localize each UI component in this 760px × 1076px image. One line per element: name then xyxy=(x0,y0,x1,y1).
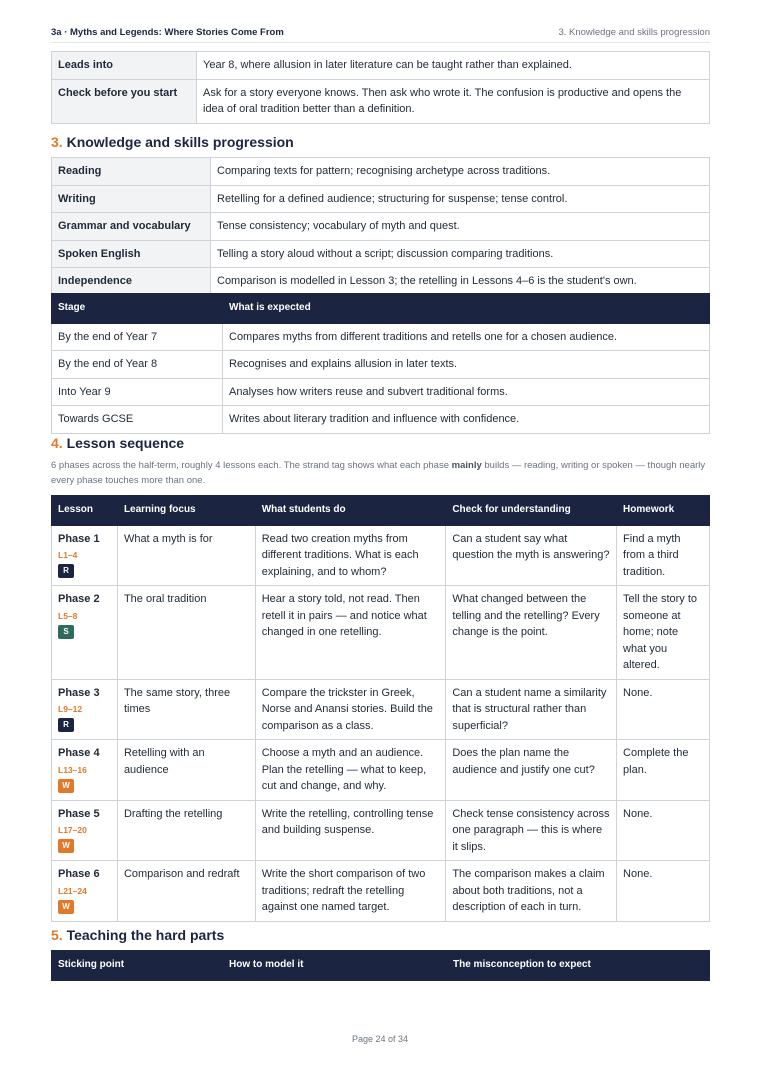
phase-row xyxy=(52,861,710,922)
skill-name: Spoken English xyxy=(52,240,211,268)
phase-name: Phase 2 xyxy=(58,593,100,605)
strand-tag: W xyxy=(58,779,74,793)
stage-name: Into Year 9 xyxy=(52,378,223,406)
homework: Complete the plan. xyxy=(617,740,710,801)
table-row xyxy=(52,406,710,434)
row-key: Check before you start xyxy=(52,79,197,123)
skill-description: Telling a story aloud without a script; discussion comparing traditions. xyxy=(211,240,710,268)
section-3-heading: 3. Knowledge and skills progression xyxy=(51,134,294,150)
phase-name: Phase 3 xyxy=(58,686,100,699)
phase-row xyxy=(52,740,710,801)
check-for-understanding: What changed between the telling and the retelling? Every change is the point. xyxy=(446,586,617,680)
learning-focus: Retelling with an audience xyxy=(117,740,255,801)
stage-expectation: Compares myths from different traditions and retells one for a chosen audience. xyxy=(223,323,710,351)
table-row xyxy=(52,185,710,213)
phase-row xyxy=(52,800,710,861)
document-title: 3a · Myths and Legends: Where Stories Come From xyxy=(51,27,284,38)
stage-name: By the end of Year 7 xyxy=(52,323,223,351)
what-students-do: Write the retelling, controlling tense and building suspense. xyxy=(255,800,446,861)
phase-lesson-range: L21–24 xyxy=(58,885,87,896)
page-number: Page 24 of 34 xyxy=(351,1034,409,1044)
homework: None. xyxy=(617,800,710,861)
section-title: 3. Knowledge and skills progression xyxy=(558,27,710,38)
learning-focus: Drafting the retelling xyxy=(117,800,255,861)
phase-lesson-range: L13–16 xyxy=(58,764,87,775)
learning-focus: Comparison and redraft xyxy=(117,861,255,922)
expected-header: What is expected xyxy=(223,294,710,324)
learning-focus: The oral tradition xyxy=(117,586,255,680)
skill-description: Retelling for a defined audience; structuring for suspense; tense control. xyxy=(211,185,710,213)
phase-lesson-cell xyxy=(52,525,118,586)
skill-name: Independence xyxy=(52,268,211,296)
skill-name: Grammar and vocabulary xyxy=(52,213,211,241)
stage-header: Stage xyxy=(52,294,223,324)
table-row xyxy=(52,323,710,351)
lesson-sequence-table xyxy=(51,495,710,922)
phase-lesson-cell xyxy=(52,800,118,861)
learning-focus: What a myth is for xyxy=(117,525,255,586)
what-students-do: Choose a myth and an audience. Plan the retelling — what to keep, cut and change, and why. xyxy=(255,740,446,801)
check-for-understanding: Can a student say what question the myth is answering? xyxy=(446,525,617,586)
table-row xyxy=(52,213,710,241)
model-header: How to model it xyxy=(223,951,447,981)
phase-lesson-cell xyxy=(52,586,118,680)
phase-row xyxy=(52,525,710,586)
skill-name: Reading xyxy=(52,158,211,186)
phase-row xyxy=(52,586,710,680)
section-4-heading: 4. Lesson sequence xyxy=(51,435,185,451)
table-row xyxy=(52,79,710,123)
phase-row xyxy=(52,679,710,740)
phase-lesson-range: L9–12 xyxy=(58,704,83,714)
sequence-intro: 6 phases across the half-term, roughly 4 lessons each. The strand tag shows what each phase mainly builds — reading, writing or spoken — though nearly every phase touches more than one. xyxy=(51,460,706,486)
row-key: Leads into xyxy=(52,52,197,80)
table-row xyxy=(52,378,710,406)
lesson-header: Lesson xyxy=(52,496,118,526)
running-header xyxy=(51,27,710,43)
table-row xyxy=(52,240,710,268)
stage-expectation: Analyses how writers reuse and subvert traditional forms. xyxy=(223,378,710,406)
strand-tag: S xyxy=(58,625,74,639)
students-do-header: What students do xyxy=(255,496,446,526)
strand-tag: R xyxy=(58,564,74,578)
table-row xyxy=(52,351,710,379)
what-students-do: Write the short comparison of two traditions; redraft the retelling against one named target. xyxy=(255,861,446,922)
check-for-understanding: Check tense consistency across one paragraph — this is where it slips. xyxy=(446,800,617,861)
section-5-heading: 5. Teaching the hard parts xyxy=(51,927,225,943)
misconception-header: The misconception to expect xyxy=(447,951,710,981)
skill-description: Tense consistency; vocabulary of myth and quest. xyxy=(211,213,710,241)
skill-description: Comparing texts for pattern; recognising archetype across traditions. xyxy=(211,158,710,186)
strand-tag: R xyxy=(58,718,74,732)
table-row xyxy=(52,52,710,80)
skill-description: Comparison is modelled in Lesson 3; the retelling in Lessons 4–6 is the student's own. xyxy=(211,268,710,296)
strand-tag: W xyxy=(58,839,74,853)
strand-tag: W xyxy=(58,900,74,914)
homework: None. xyxy=(617,861,710,922)
stage-expectation: Writes about literary tradition and influence with confidence. xyxy=(223,406,710,434)
skill-name: Writing xyxy=(52,185,211,213)
homework: Tell the story to someone at home; note what you altered. xyxy=(617,586,710,680)
homework-header: Homework xyxy=(617,496,710,526)
learning-focus: The same story, three times xyxy=(117,679,255,740)
phase-lesson-cell xyxy=(52,861,118,922)
row-value: Year 8, where allusion in later literature can be taught rather than explained. xyxy=(197,52,710,80)
check-for-understanding: The comparison makes a claim about both traditions, not a description of each in turn. xyxy=(446,861,617,922)
phase-name: Phase 5 xyxy=(58,807,100,820)
phase-lesson-cell xyxy=(52,740,118,801)
what-students-do: Hear a story told, not read. Then retell it in pairs — and notice what changed in one retelling. xyxy=(255,586,446,680)
what-students-do: Compare the trickster in Greek, Norse and Anansi stories. Build the comparison as a class. xyxy=(255,679,446,740)
table-row xyxy=(52,268,710,296)
table-row xyxy=(52,158,710,186)
homework: None. xyxy=(617,679,710,740)
phase-name: Phase 1 xyxy=(58,532,100,545)
stage-expectation: Recognises and explains allusion in later texts. xyxy=(223,351,710,379)
phase-name: Phase 6 xyxy=(58,868,100,880)
what-students-do: Read two creation myths from different traditions. What is each explaining, and to whom? xyxy=(255,525,446,586)
focus-header: Learning focus xyxy=(117,496,255,526)
context-table xyxy=(51,51,710,124)
stage-name: By the end of Year 8 xyxy=(52,351,223,379)
check-for-understanding: Does the plan name the audience and justify one cut? xyxy=(446,740,617,801)
phase-name: Phase 4 xyxy=(58,747,100,759)
row-value: Ask for a story everyone knows. Then ask who wrote it. The confusion is productive and opens the idea of oral tradition better than a definition. xyxy=(197,79,710,123)
skills-table xyxy=(51,157,710,296)
check-header: Check for understanding xyxy=(446,496,617,526)
hard-parts-table xyxy=(51,950,710,981)
check-for-understanding: Can a student name a similarity that is structural rather than superficial? xyxy=(446,679,617,740)
homework: Find a myth from a third tradition. xyxy=(617,525,710,586)
stage-name: Towards GCSE xyxy=(52,406,223,434)
phase-lesson-range: L17–20 xyxy=(58,825,87,835)
stage-table xyxy=(51,293,710,434)
phase-lesson-range: L1–4 xyxy=(58,550,78,560)
phase-lesson-cell xyxy=(52,679,118,740)
phase-lesson-range: L5–8 xyxy=(58,610,78,621)
sticking-point-header: Sticking point xyxy=(52,951,223,981)
